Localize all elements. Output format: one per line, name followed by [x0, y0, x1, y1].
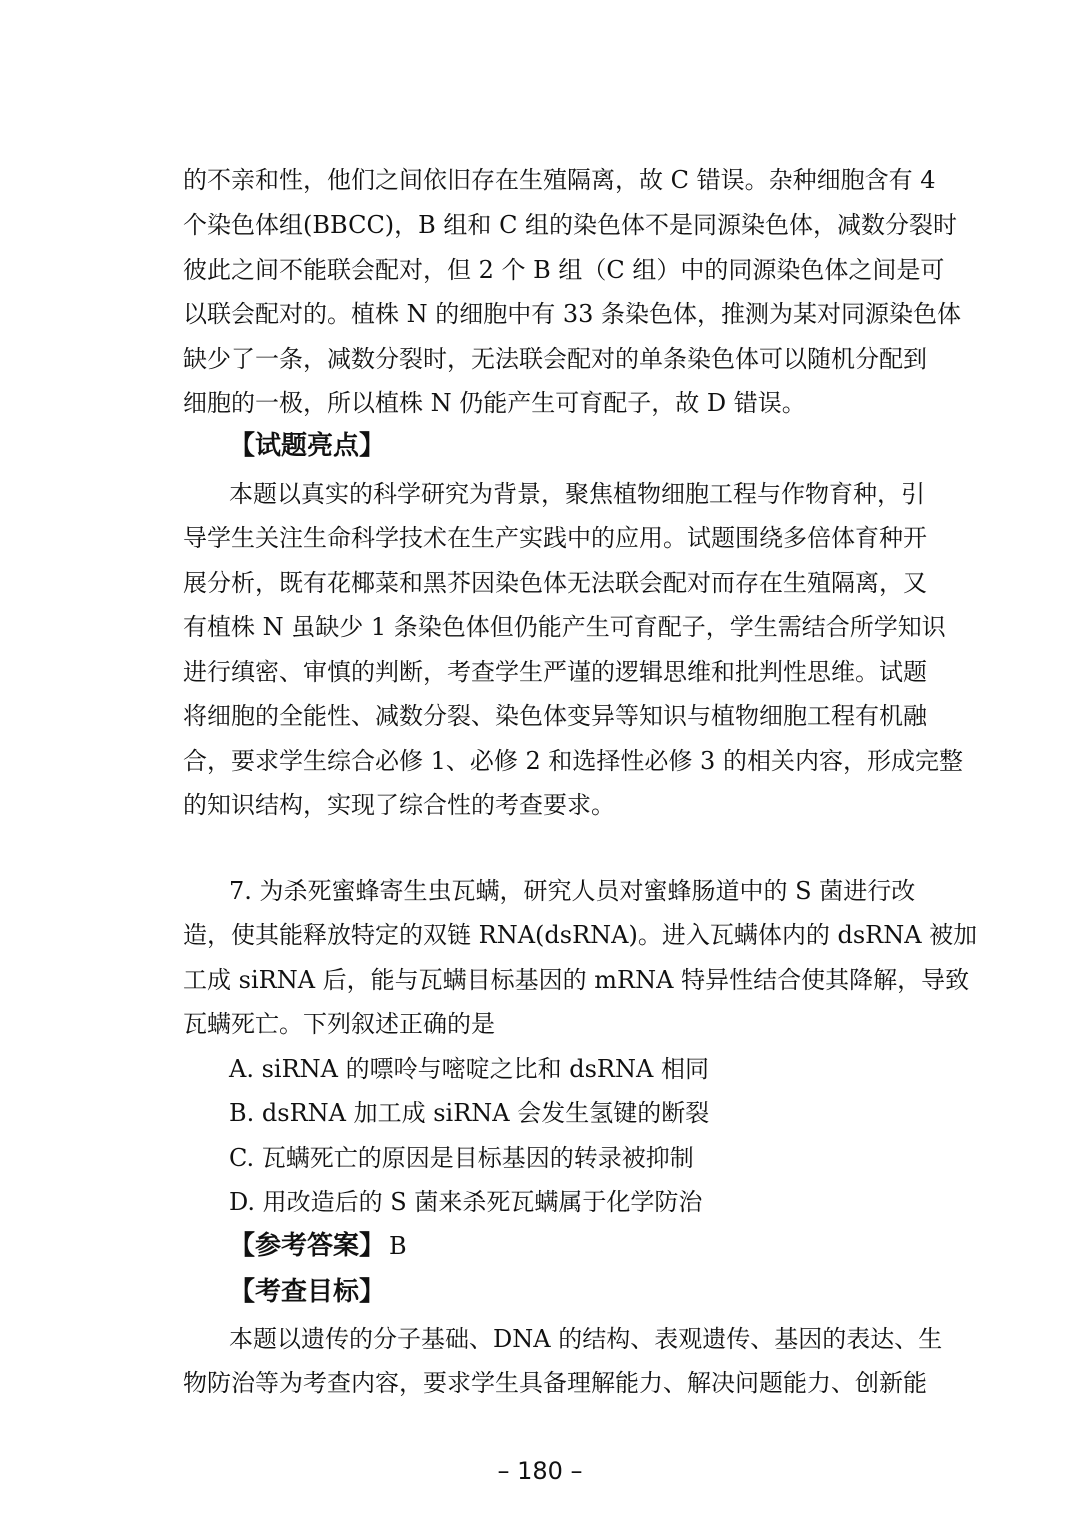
text-line: 7. 为杀死蜜蜂寄生虫瓦螨，研究人员对蜜蜂肠道中的 S 菌进行改: [229, 877, 916, 905]
objective-heading: 【考查目标】: [229, 1277, 386, 1307]
text-line: 导学生关注生命科学技术在生产实践中的应用。试题围绕多倍体育种开: [183, 524, 927, 552]
text-line: 展分析，既有花椰菜和黑芥因染色体无法联会配对而存在生殖隔离，又: [183, 569, 927, 597]
text-line: 缺少了一条，减数分裂时，无法联会配对的单条染色体可以随机分配到: [183, 345, 927, 373]
text-line: 彼此之间不能联会配对，但 2 个 B 组（C 组）中的同源染色体之间是可: [183, 256, 945, 284]
answer-value: B: [389, 1232, 407, 1260]
option-a: A. siRNA 的嘌呤与嘧啶之比和 dsRNA 相同: [229, 1055, 709, 1083]
text-line: 细胞的一极，所以植株 N 仍能产生可育配子，故 D 错误。: [183, 389, 806, 417]
text-line: 有植株 N 虽缺少 1 条染色体但仍能产生可育配子，学生需结合所学知识: [183, 613, 946, 641]
text-line: 的知识结构，实现了综合性的考查要求。: [183, 791, 615, 819]
option-c: C. 瓦螨死亡的原因是目标基因的转录被抑制: [229, 1144, 694, 1172]
text-line: 将细胞的全能性、减数分裂、染色体变异等知识与植物细胞工程有机融: [183, 702, 927, 730]
text-line: 瓦螨死亡。下列叙述正确的是: [183, 1010, 495, 1038]
text-line: 进行缜密、审慎的判断，考查学生严谨的逻辑思维和批判性思维。试题: [183, 658, 927, 686]
text-line: 工成 siRNA 后，能与瓦螨目标基因的 mRNA 特异性结合使其降解，导致: [183, 966, 970, 994]
highlights-heading: 【试题亮点】: [229, 431, 386, 461]
text-line: 的不亲和性，他们之间依旧存在生殖隔离，故 C 错误。杂种细胞含有 4: [183, 166, 936, 194]
text-line: 本题以真实的科学研究为背景，聚焦植物细胞工程与作物育种，引: [229, 480, 925, 508]
text-line: 物防治等为考查内容，要求学生具备理解能力、解决问题能力、创新能: [183, 1369, 927, 1397]
text-line: 个染色体组(BBCC)，B 组和 C 组的染色体不是同源染色体，减数分裂时: [183, 211, 958, 239]
text-line: 本题以遗传的分子基础、DNA 的结构、表观遗传、基因的表达、生: [229, 1325, 943, 1353]
option-b: B. dsRNA 加工成 siRNA 会发生氢键的断裂: [229, 1099, 710, 1127]
text-line: 以联会配对的。植株 N 的细胞中有 33 条染色体，推测为某对同源染色体: [183, 300, 962, 328]
page-number: – 180 –: [497, 1457, 583, 1485]
text-line: 合，要求学生综合必修 1、必修 2 和选择性必修 3 的相关内容，形成完整: [183, 747, 963, 775]
option-d: D. 用改造后的 S 菌来杀死瓦螨属于化学防治: [229, 1188, 703, 1216]
answer-heading: [229, 1228, 407, 1264]
text-line: 造，使其能释放特定的双链 RNA(dsRNA)。进入瓦螨体内的 dsRNA 被加: [183, 921, 978, 949]
answer-heading-label: 【参考答案】: [229, 1231, 386, 1261]
